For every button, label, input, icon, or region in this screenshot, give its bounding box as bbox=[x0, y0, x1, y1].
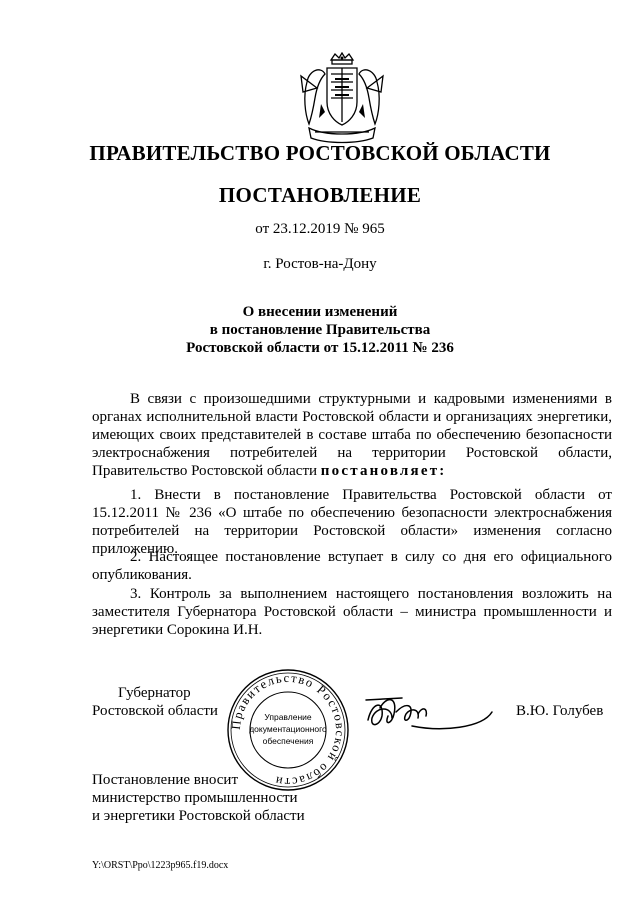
resolves-word: постановляет: bbox=[320, 463, 447, 479]
submitted-by-line-2: министерство промышленности bbox=[92, 790, 298, 806]
subject-line-1: О внесении изменений bbox=[242, 304, 398, 320]
document-city: г. Ростов-на-Дону bbox=[263, 256, 377, 272]
resolution-item-1: 1. Внести в постановление Правительства Ростовской области от 15.12.2011 № 236 «О штабе по обеспечению безопасности электроснабжения потребителей на территории Ростовской области» изменения согласно приложению. bbox=[92, 487, 612, 557]
signatory-title-line-2: Ростовской области bbox=[92, 703, 218, 719]
stamp-inner-line-1: Управление bbox=[264, 712, 312, 722]
document-type: ПОСТАНОВЛЕНИЕ bbox=[218, 183, 422, 207]
submitted-by-line-3: и энергетики Ростовской области bbox=[92, 808, 305, 824]
intro-paragraph bbox=[92, 390, 612, 480]
resolution-item-2: 2. Настоящее постановление вступает в силу со дня его официального опубликования. bbox=[92, 549, 612, 583]
submitted-by-line-1: Постановление вносит bbox=[92, 772, 239, 788]
signatory-title-line-1: Губернатор bbox=[118, 685, 191, 701]
official-stamp bbox=[226, 668, 350, 792]
subject-line-3: Ростовской области от 15.12.2011 № 236 bbox=[186, 340, 454, 356]
stamp-inner-line-3: обеспечения bbox=[262, 736, 314, 746]
footer-file-path: Y:\ORST\Ppo\1223p965.f19.docx bbox=[92, 860, 229, 871]
intro-text: В связи с произошедшими структурными и кадровыми изменениями в органах исполнительной власти Ростовской области и организациях энергетики, имеющих своих представителей в составе штаба по обеспечению безопасности электроснабжения потребителей на территории Ростовской области, Правительство Ростовской области bbox=[92, 391, 612, 479]
document-subject bbox=[0, 303, 640, 357]
government-title: ПРАВИТЕЛЬСТВО РОСТОВСКОЙ ОБЛАСТИ bbox=[89, 141, 551, 165]
coat-of-arms-emblem bbox=[295, 52, 389, 148]
subject-line-2: в постановление Правительства bbox=[209, 322, 431, 338]
resolution-item-3: 3. Контроль за выполнением настоящего постановления возложить на заместителя Губернатора Ростовской области – министра промышленности и энергетики Сорокина И.Н. bbox=[92, 586, 612, 638]
stamp-inner-line-2: документационного bbox=[249, 724, 327, 734]
document-date-number: от 23.12.2019 № 965 bbox=[255, 221, 385, 237]
signatory-name: В.Ю. Голубев bbox=[516, 703, 604, 719]
stamp-outer-text: Правительство Ростовской области bbox=[228, 670, 348, 790]
handwritten-signature bbox=[362, 692, 496, 736]
